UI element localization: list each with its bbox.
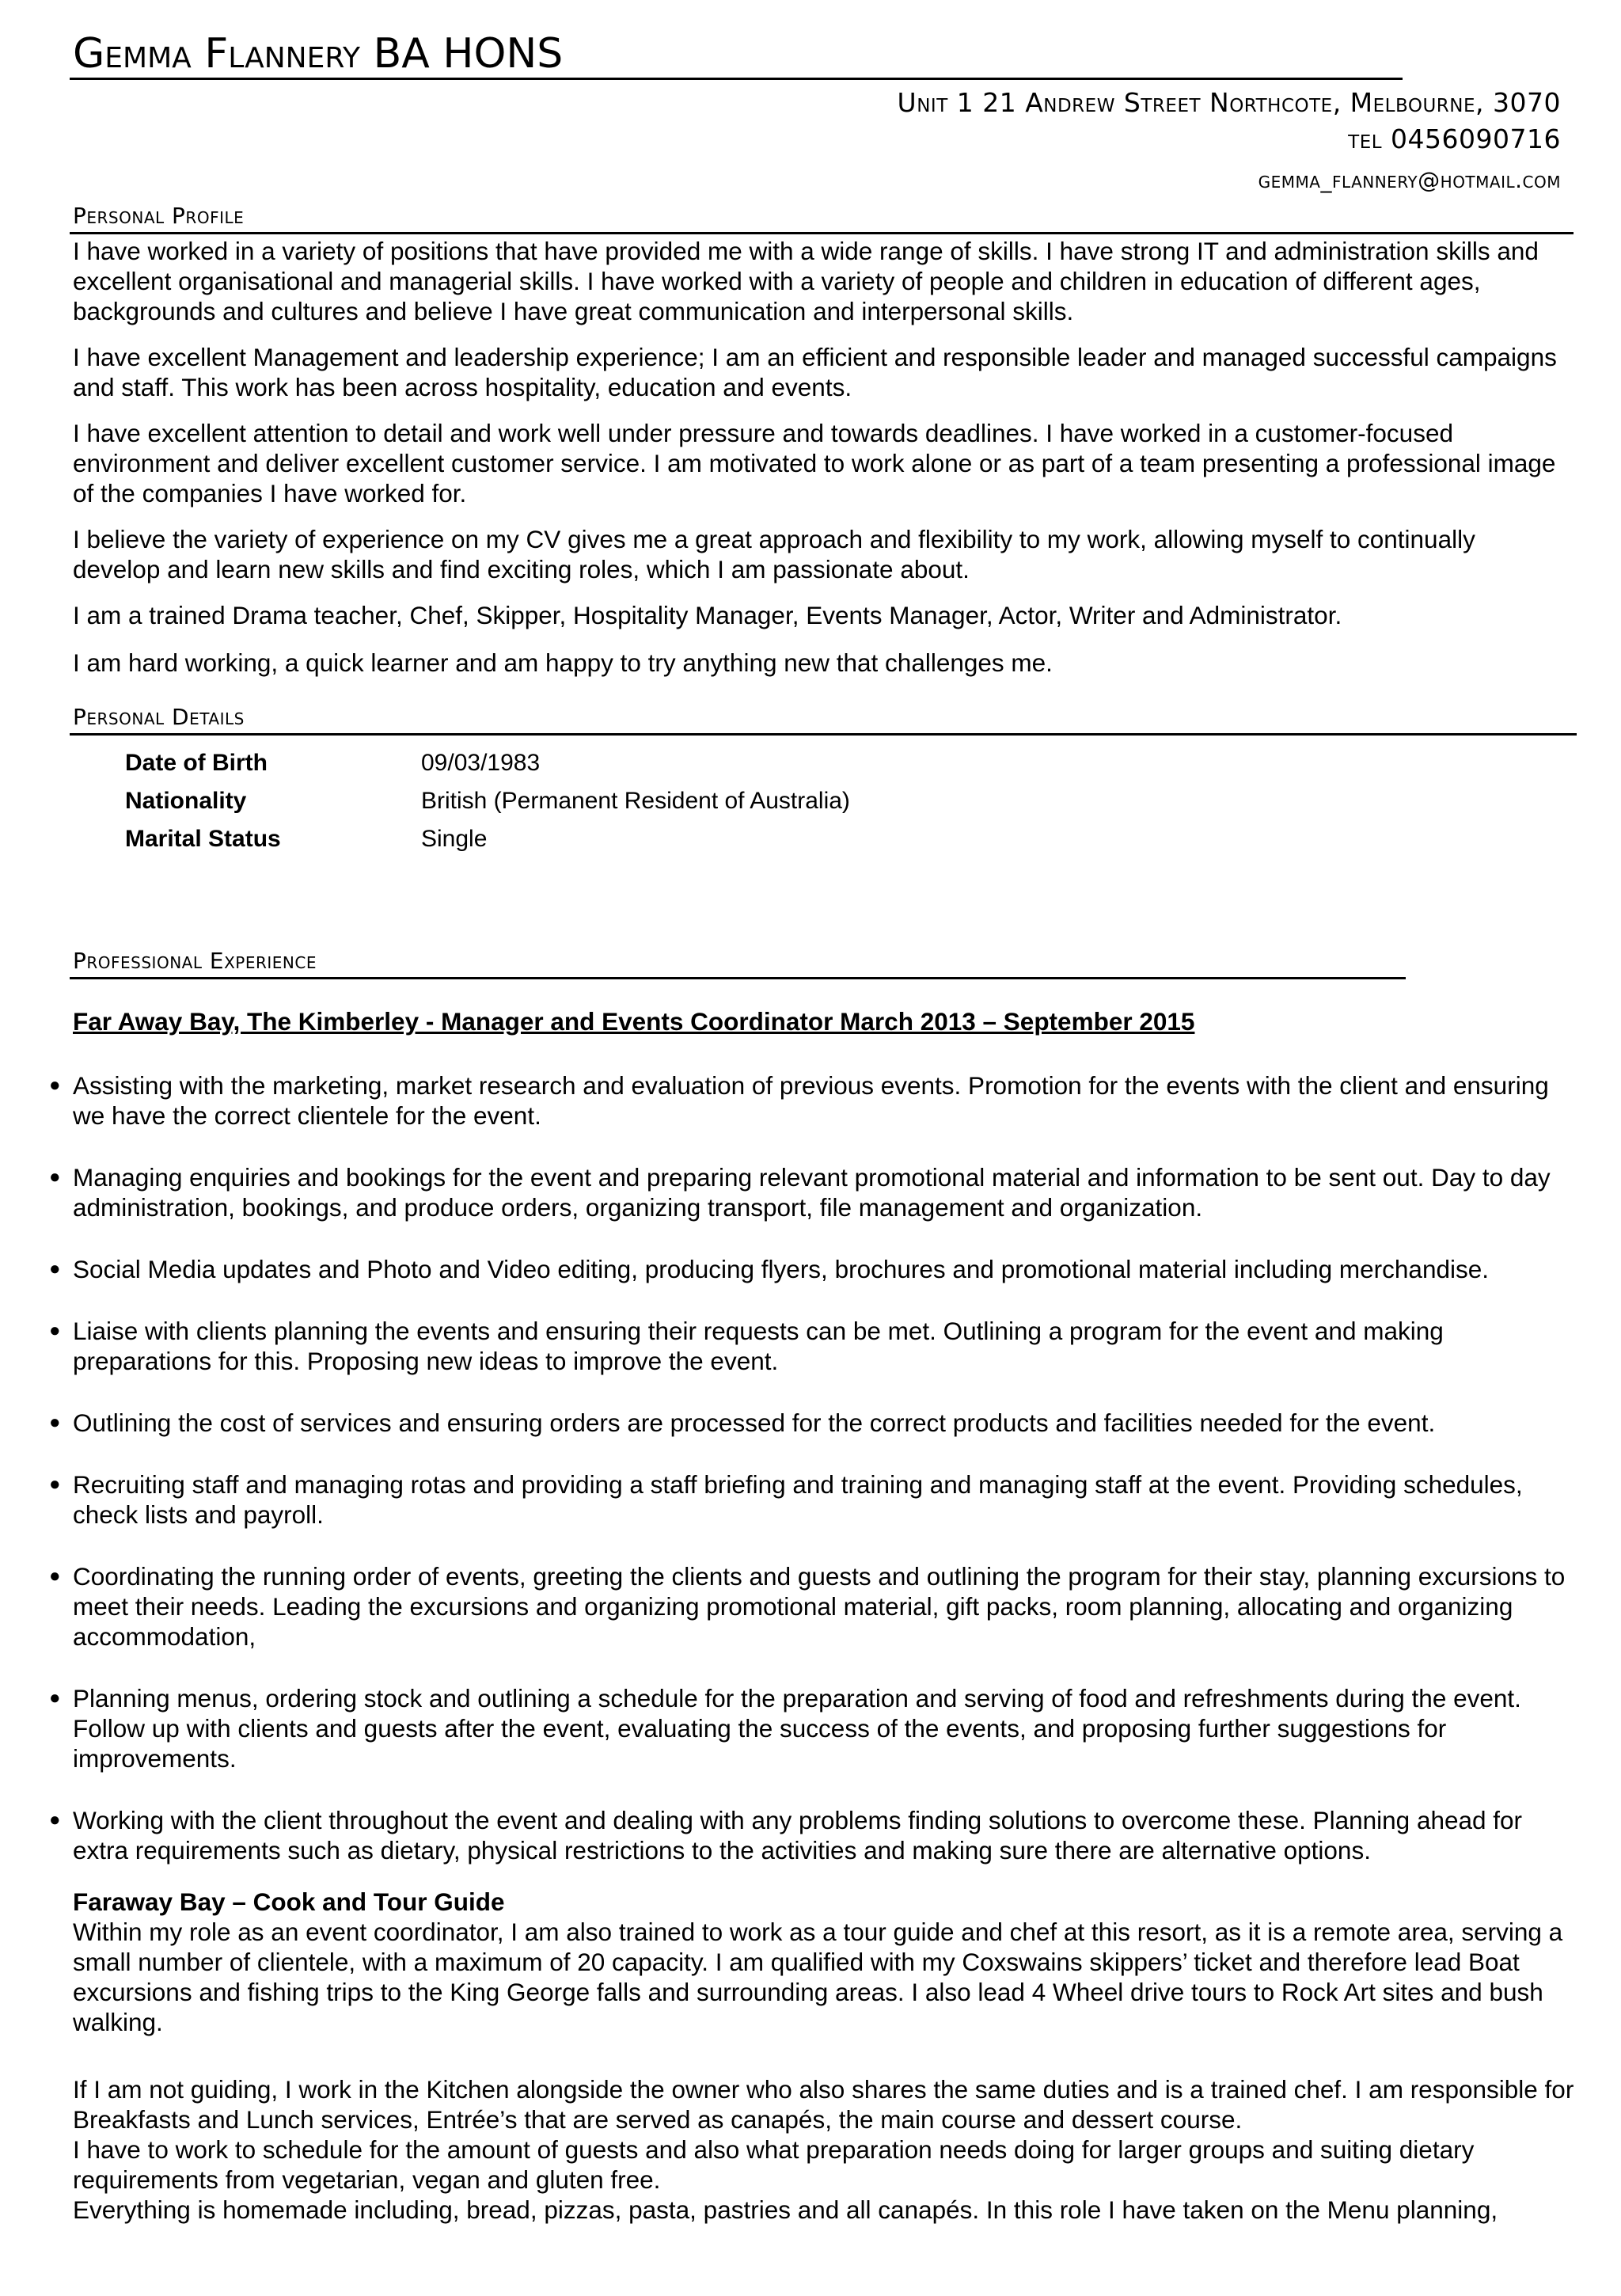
list-item-text: Liaise with clients planning the events and ensuring their requests can be met. Outlining a program for the event and making preparations for this. Proposing new ideas to improve the event.: [73, 1317, 1444, 1375]
list-item-text: Outlining the cost of services and ensuring orders are processed for the correct products and facilities needed for the event.: [73, 1408, 1436, 1437]
list-item: [49, 1254, 1577, 1284]
duties-list: [49, 1070, 1577, 1897]
bullet-icon: ●: [49, 1166, 61, 1188]
list-item-text: Coordinating the running order of events, greeting the clients and guests and outlining the program for their stay, planning excursions to meet their needs. Leading the excursions and organizing promotional material, gift packs, room planning, allocating and organizing accommodation,: [73, 1562, 1566, 1651]
detail-label: Marital Status: [125, 826, 281, 852]
bullet-icon: ●: [49, 1565, 61, 1587]
address: Unit 1 21 Andrew Street Northcote, Melbourne, 3070: [897, 87, 1561, 118]
bullet-icon: ●: [49, 1473, 61, 1495]
details-divider: [70, 733, 1577, 736]
detail-row: [125, 782, 850, 820]
sub-role-paragraph-2: If I am not guiding, I work in the Kitchen alongside the owner who also shares the same duties and is a trained chef. I am responsible for Breakfasts and Lunch services, Entrée’s that are served as canapés, the main course and dessert course.: [73, 2075, 1574, 2134]
list-item: [49, 1070, 1577, 1131]
name-divider: [70, 78, 1403, 80]
profile-text: I have worked in a variety of positions that have provided me with a wide range of skills. I have strong IT and administration skills and excellent organisational and managerial skills. I have worked with a variety of people and children in education of different ages, backgrounds and cultures and believe I have great communication and interpersonal skills.: [73, 237, 1539, 325]
bullet-icon: ●: [49, 1074, 61, 1096]
details-heading: Personal Details: [73, 704, 245, 730]
list-item: [49, 1469, 1577, 1530]
list-item: [49, 1561, 1577, 1652]
experience-heading: Professional Experience: [73, 948, 317, 974]
profile-divider: [70, 232, 1574, 234]
list-item: [49, 1683, 1577, 1773]
list-item: [49, 1316, 1577, 1376]
profile-paragraph-3: [73, 418, 1569, 508]
profile-paragraph-4: [73, 524, 1569, 584]
detail-value: British (Permanent Resident of Australia): [421, 788, 850, 814]
bullet-icon: ●: [49, 1258, 61, 1279]
detail-value: Single: [421, 826, 488, 852]
bullet-icon: ●: [49, 1809, 61, 1830]
list-item-text: Working with the client throughout the event and dealing with any problems finding solutions to overcome these. Planning ahead for extra requirements such as dietary, physical restrictions to the activities and making sure there are alternative options.: [73, 1806, 1523, 1865]
experience-divider: [70, 977, 1406, 979]
details-table: [125, 744, 850, 858]
list-item-text: Managing enquiries and bookings for the event and preparing relevant promotional material and information to be sent out. Day to day administration, bookings, and produce orders, organizing transport, file management and organization.: [73, 1163, 1551, 1222]
list-item: [49, 1162, 1577, 1222]
bullet-icon: ●: [49, 1687, 61, 1709]
profile-paragraph-5: [73, 600, 1569, 630]
profile-text: I have excellent attention to detail and work well under pressure and towards deadlines. I have worked in a customer-focused environment and deliver excellent customer service. I am motivated to work alone or as part of a team presenting a professional image of the companies I have worked for.: [73, 419, 1556, 507]
profile-paragraph-6: [73, 648, 1569, 678]
list-item-text: Planning menus, ordering stock and outlining a schedule for the preparation and serving of food and refreshments during the event. Follow up with clients and guests after the event, evaluating the success of the events, and proposing further suggestions for improvements.: [73, 1684, 1521, 1773]
bullet-icon: ●: [49, 1412, 61, 1433]
sub-role-paragraph-1: Within my role as an event coordinator, I am also trained to work as a tour guide and chef at this resort, as it is a remote area, serving a small number of clientele, with a maximum of 20 capacity. I am qualified with my Coxswains skippers’ ticket and therefore lead Boat excursions and fishing trips to the King George falls and surrounding areas. I also lead 4 Wheel drive tours to Rock Art sites and bush walking.: [73, 1918, 1563, 2036]
list-item-text: Recruiting staff and managing rotas and providing a staff briefing and training and managing staff at the event. Providing schedules, check lists and payroll.: [73, 1470, 1523, 1529]
sub-role-title: Faraway Bay – Cook and Tour Guide: [73, 1887, 505, 1916]
bullet-icon: ●: [49, 1320, 61, 1341]
sub-role-paragraph-4: Everything is homemade including, bread, pizzas, pasta, pastries and all canapés. In this role I have taken on the Menu planning,: [73, 2195, 1498, 2224]
job-title: Far Away Bay, The Kimberley - Manager and Events Coordinator March 2013 – September 2015: [73, 1007, 1195, 1036]
sub-role-paragraph-3: I have to work to schedule for the amount of guests and also what preparation needs doing for larger groups and suiting dietary requirements from vegetarian, vegan and gluten free.: [73, 2135, 1475, 2194]
list-item: [49, 1408, 1577, 1438]
candidate-name: Gemma Flannery BA HONS: [73, 30, 564, 78]
list-item-text: Social Media updates and Photo and Video editing, producing flyers, brochures and promotional material including merchandise.: [73, 1255, 1490, 1283]
email-address: gemma_flannery@hotmail.com: [1258, 167, 1561, 193]
profile-paragraph-2: [73, 342, 1569, 402]
list-item-text: Assisting with the marketing, market research and evaluation of previous events. Promotion for the events with the client and ensuring we have the correct clientele for the event.: [73, 1071, 1549, 1130]
detail-row: [125, 820, 850, 858]
profile-text: I am hard working, a quick learner and am happy to try anything new that challenges me.: [73, 648, 1053, 677]
profile-paragraph-1: [73, 236, 1569, 326]
profile-text: I believe the variety of experience on my CV gives me a great approach and flexibility to my work, allowing myself to continually develop and learn new skills and find exciting roles, which I am passionate about.: [73, 525, 1475, 584]
detail-label: Nationality: [125, 788, 247, 814]
profile-heading: Personal Profile: [73, 203, 245, 229]
profile-text: I have excellent Management and leadership experience; I am an efficient and responsible leader and managed successful campaigns and staff. This work has been across hospitality, education and events.: [73, 343, 1557, 401]
detail-row: [125, 744, 850, 782]
list-item: [49, 1805, 1577, 1865]
telephone: tel 0456090716: [1348, 124, 1561, 154]
detail-label: Date of Birth: [125, 750, 268, 776]
profile-text: I am a trained Drama teacher, Chef, Skipper, Hospitality Manager, Events Manager, Actor, Writer and Administrator.: [73, 601, 1342, 629]
detail-value: 09/03/1983: [421, 750, 541, 776]
